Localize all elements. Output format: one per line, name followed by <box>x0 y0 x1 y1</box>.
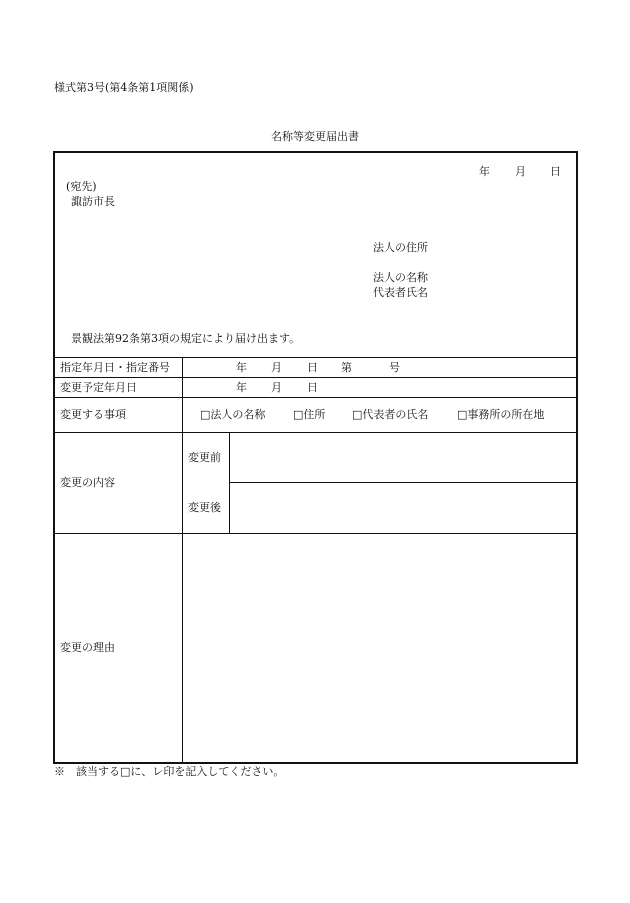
representative-label: 代表者氏名 <box>373 286 428 299</box>
addressee-label: (宛先) <box>66 180 97 193</box>
header-date-year: 年 <box>479 165 490 178</box>
designation-no-suffix: 号 <box>389 361 400 374</box>
rule-designation-bottom <box>55 377 576 378</box>
rule-items-bottom <box>55 432 576 433</box>
form-number: 様式第3号(第4条第1項関係) <box>54 81 194 94</box>
document-title: 名称等変更届出書 <box>271 130 359 143</box>
after-label: 変更後 <box>188 501 221 514</box>
rule-before-after <box>229 482 576 483</box>
designation-day: 日 <box>307 361 318 374</box>
header-date-day: 日 <box>550 165 561 178</box>
scheduled-date-label: 変更予定年月日 <box>60 381 137 394</box>
option-address-checkbox[interactable]: □住所 <box>293 408 326 421</box>
rule-scheduled-bottom <box>55 397 576 398</box>
items-label: 変更する事項 <box>60 408 126 421</box>
contents-label: 変更の内容 <box>60 476 115 489</box>
rule-label-column <box>182 357 183 762</box>
rule-header-bottom <box>55 357 576 358</box>
option-corp-name-checkbox[interactable]: □法人の名称 <box>200 408 266 421</box>
footnote: ※ 該当する□に、レ印を記入してください。 <box>54 765 285 778</box>
corp-name-label: 法人の名称 <box>373 271 428 284</box>
scheduled-month: 月 <box>271 381 282 394</box>
scheduled-day: 日 <box>307 381 318 394</box>
form-table <box>53 151 578 764</box>
addressee: 諏訪市長 <box>71 195 115 208</box>
option-office-location-checkbox[interactable]: □事務所の所在地 <box>457 408 545 421</box>
designation-label: 指定年月日・指定番号 <box>60 361 170 374</box>
designation-month: 月 <box>271 361 282 374</box>
scheduled-year: 年 <box>236 381 247 394</box>
rule-contents-bottom <box>55 533 576 534</box>
header-date-month: 月 <box>515 165 526 178</box>
corp-address-label: 法人の住所 <box>373 241 428 254</box>
rule-subcolumn <box>229 432 230 533</box>
statement: 景観法第92条第3項の規定により届け出ます。 <box>71 332 301 345</box>
before-label: 変更前 <box>188 451 221 464</box>
designation-no-prefix: 第 <box>341 361 352 374</box>
option-representative-checkbox[interactable]: □代表者の氏名 <box>352 408 429 421</box>
designation-year: 年 <box>236 361 247 374</box>
reason-label: 変更の理由 <box>60 641 115 654</box>
